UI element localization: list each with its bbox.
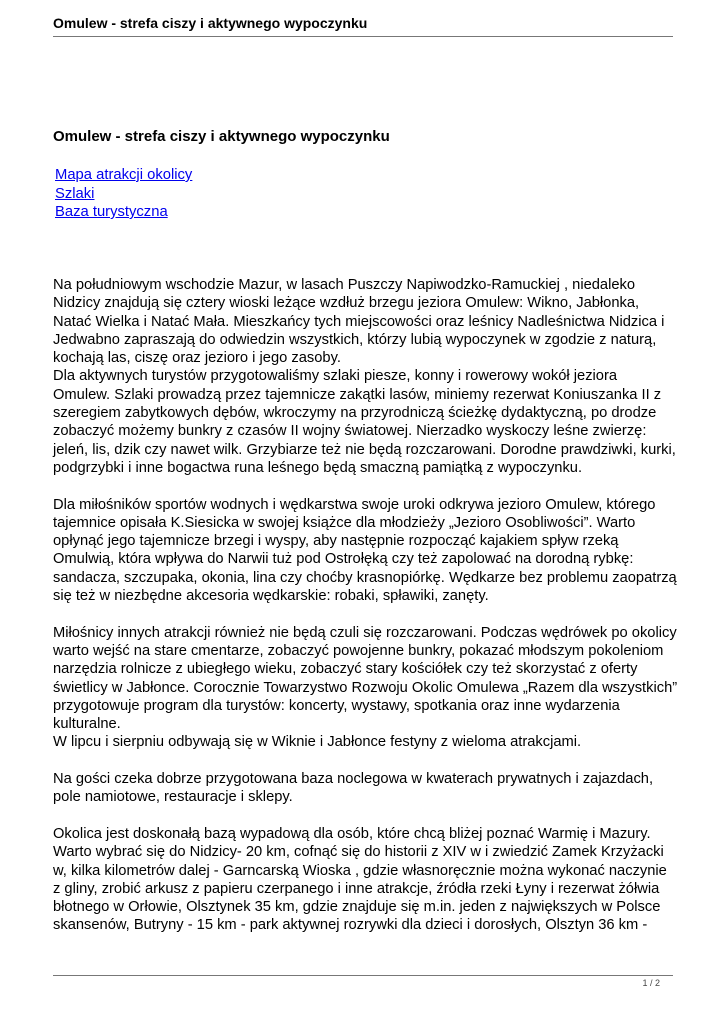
paragraph-trails: Dla aktywnych turystów przygotowaliśmy szlaki piesze, konny i rowerowy wokół jeziora Omulew. Szlaki prowadzą przez tajemnicze zakątki lasów, miniemy rezerwat Koniuszanka II z szeregiem zabytkowych dębów, wkroczymy na przyrodniczą ścieżkę dydaktyczną, po drodze zobaczyć możemy bunkry z czasów II wojny światowej. Nierzadko wyskoczy leśne zwierzę: jeleń, lis, dzik czy nawet wilk. Grzybiarze też nie będą rozczarowani. Dorodne prawdziwki, kurki, podgrzybki i inne bogactwa runa leśnego będą smaczną pamiątką z wypoczynku. [53, 368, 676, 476]
paragraph-accommodation: Na gości czeka dobrze przygotowana baza noclegowa w kwaterach prywatnych i zajazdach, pole namiotowe, restauracje i sklepy. [53, 771, 654, 806]
header-divider [53, 36, 673, 37]
article-body [53, 276, 678, 935]
paragraph-spacer [53, 477, 678, 495]
paragraph-water-sports: Dla miłośników sportów wodnych i wędkarstwa swoje uroki odkrywa jezioro Omulew, którego tajemnice opisała K.Siesicka w swojej książce dla młodzieży „Jezioro Osobliwości”. Warto opłynąć jego tajemnicze brzegi i wyspy, aby następnie rozpocząć kajakiem spływ rzeką Omulwią, która wpływa do Narwii tuż pod Ostrołęką czy też zapolować na dorodną rybkę: sandacza, szczupaka, okonia, lina czy choćby krasnopiórkę. Wędkarze bez problemu zaopatrzą się też w niezbędne akcesoria wędkarskie: robaki, spławiki, zanęty. [53, 496, 677, 605]
link-attractions-map[interactable]: Mapa atrakcji okolicy [55, 167, 193, 183]
paragraph-spacer [53, 807, 678, 825]
paragraph-surroundings: Okolica jest doskonałą bazą wypadową dla osób, które chcą bliżej poznać Warmię i Mazury. Warto wybrać się do Nidzicy- 20 km, cofnąć się do historii z XIV w i zwiedzić Zamek Krzyżacki w, kilka kilometrów dalej - Garncarską Wioska , gdzie własnoręcznie można wykonać naczynie z gliny, zrobić arkusz z papieru czerpanego i inne atrakcje, źródła rzeki Łyny i rezerwat żółwia błotnego w Orłowie, Olsztynek 35 km, gdzie znajduje się m.in. jeden z największych w Polsce skansenów, Butryny - 15 km - park aktywnej rozrywki dla dzieci i dorosłych, Olsztyn 36 km - [53, 825, 667, 934]
article-links [55, 166, 192, 222]
running-header: Omulew - strefa ciszy i aktywnego wypoczynku [53, 15, 368, 31]
paragraph-festivals: W lipcu i sierpniu odbywają się w Wiknie i Jabłonce festyny z wieloma atrakcjami. [53, 734, 582, 751]
paragraph-spacer [53, 605, 678, 623]
page-number: 1 / 2 [642, 978, 660, 988]
footer-divider [53, 975, 673, 976]
article-title: Omulew - strefa ciszy i aktywnego wypoczynku [53, 128, 390, 145]
link-trails[interactable]: Szlaki [55, 185, 95, 202]
paragraph-intro: Na południowym wschodzie Mazur, w lasach Puszczy Napiwodzko-Ramuckiej , niedaleko Nidzicy znajdują się cztery wioski leżące wzdłuż brzegu jeziora Omulew: Wikno, Jabłonka, Natać Wielka i Natać Mała. Mieszkańcy tych miejscowości oraz leśnicy Nadleśnictwa Nidzica i Jedwabno zapraszają do odwiedzin wszystkich, którzy lubią wypoczynek w zgodzie z naturą, kochają las, ciszę oraz jezioro i jego zasoby. [53, 277, 665, 367]
paragraph-other-attractions: Miłośnicy innych atrakcji również nie będą czuli się rozczarowani. Podczas wędrówek po okolicy warto wejść na stare cmentarze, zobaczyć powojenne bunkry, pokazać młodszym pokoleniom narzędzia rolnicze z ubiegłego wieku, zobaczyć stary kościółek czy też skorzystać z oferty świetlicy w Jabłonce. Corocznie Towarzystwo Rozwoju Okolic Omulewa „Razem dla wszystkich” przygotowuje program dla turystów: koncerty, wystawy, spotkania oraz inne wydarzenia kulturalne. [53, 624, 678, 733]
link-tourist-base[interactable]: Baza turystyczna [55, 204, 168, 220]
paragraph-spacer [53, 752, 678, 770]
